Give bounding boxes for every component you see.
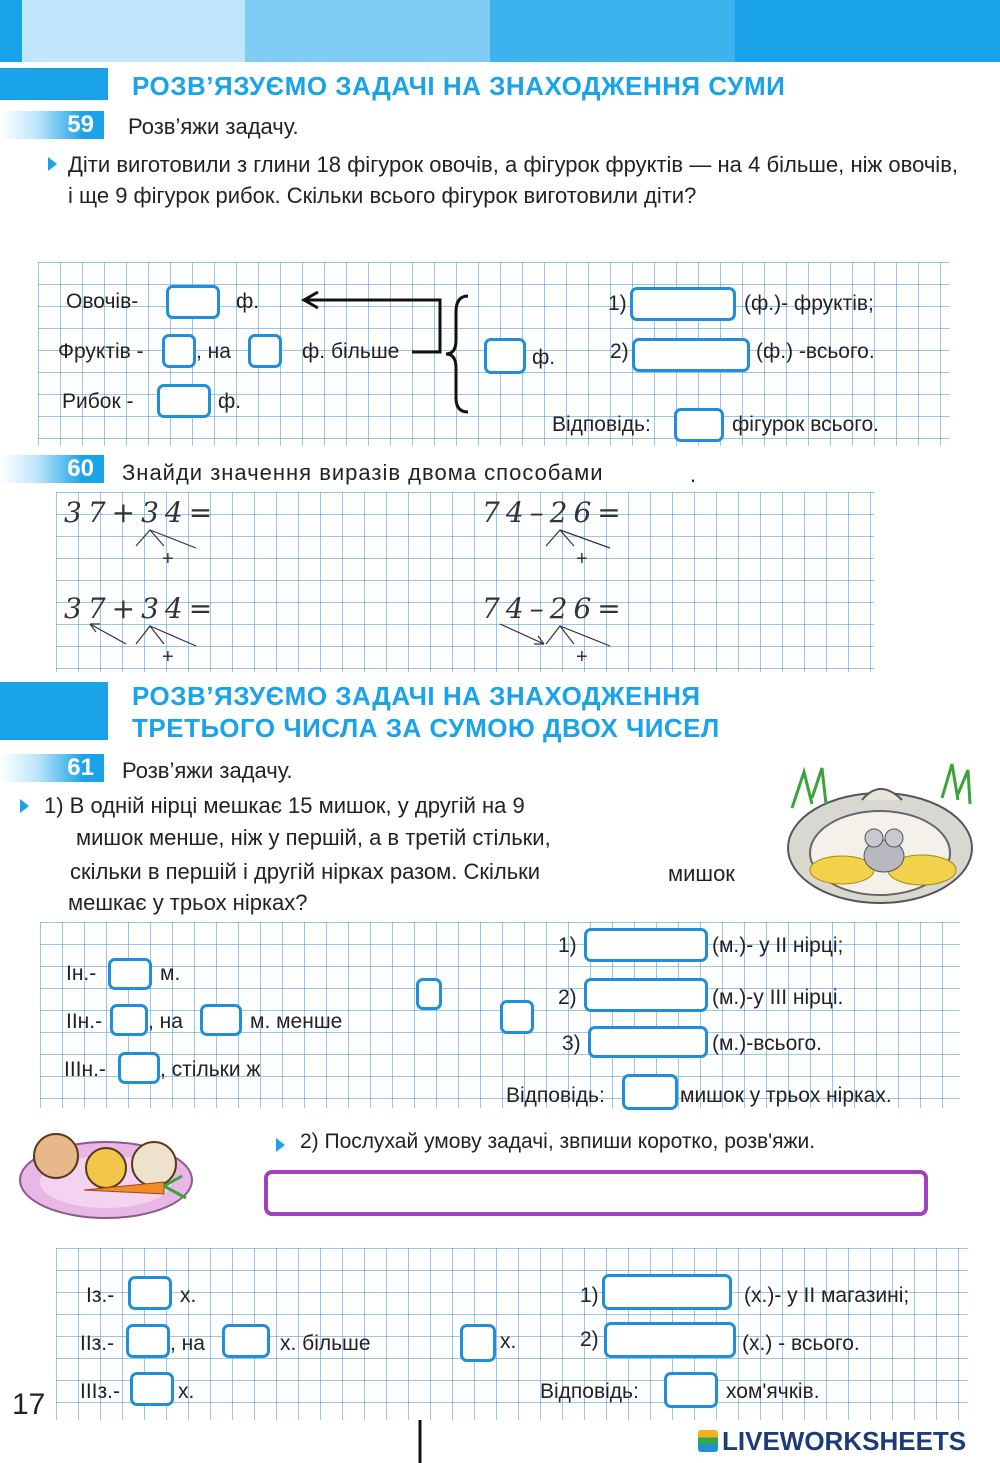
label-unit: х.	[180, 1284, 197, 1307]
answer-box[interactable]	[200, 1004, 242, 1036]
watermark: LIVEWORKSHEETS	[722, 1426, 967, 1456]
expression: 74–26=	[482, 592, 627, 625]
label-text: , на	[170, 1332, 205, 1355]
answer-box[interactable]	[130, 1372, 174, 1406]
section-tab	[0, 682, 108, 740]
answer-box[interactable]	[222, 1324, 270, 1358]
step-text: (м.)-всього.	[712, 1032, 823, 1055]
step-number: 1)	[608, 292, 627, 315]
answer-label: Відповідь:	[540, 1380, 639, 1403]
task-subtitle: 2) Послухай умову задачі, звпиши коротко, розв'яжи.	[300, 1130, 816, 1153]
hamsters-picture	[14, 1120, 198, 1224]
task-text-line: скільки в першій і другій нірках разом. Скільки	[70, 859, 541, 884]
answer-tail: фігурок всього.	[732, 413, 879, 436]
section-heading: РОЗВ’ЯЗУЄМО ЗАДАЧІ НА ЗНАХОДЖЕННЯ СУМИ	[132, 71, 786, 101]
plus-sign: +	[162, 646, 174, 668]
page-number: 17	[12, 1388, 46, 1421]
plus-sign: +	[576, 646, 588, 668]
answer-label: Відповідь:	[552, 413, 651, 436]
label-burrow-2: ІІн.-	[66, 1010, 103, 1033]
label-burrow-3: ІІІн.-	[64, 1058, 106, 1081]
label-unit: х.	[178, 1380, 195, 1403]
task-number: 60	[0, 455, 104, 483]
step-number: 2)	[610, 340, 629, 363]
expression: 37+34=	[64, 592, 219, 625]
answer-box[interactable]	[664, 1372, 718, 1408]
answer-box[interactable]	[588, 1026, 708, 1058]
step-text: (ф.)- фруктів;	[744, 292, 874, 315]
answer-box[interactable]	[622, 1074, 678, 1110]
task-text-line: мишок	[668, 861, 735, 886]
task-text-line: 1) В одній нірці мешкає 15 мишок, у другій на 9	[44, 793, 525, 818]
answer-tail: мишок у трьох нірках.	[680, 1084, 892, 1107]
label-text: м. менше	[250, 1010, 343, 1033]
task-text-line: мешкає у трьох нірках?	[68, 890, 308, 915]
step-number: 2)	[580, 1328, 599, 1351]
label-text: , стільки ж	[160, 1058, 261, 1081]
answer-box[interactable]	[604, 1322, 736, 1358]
title-dot: .	[690, 462, 697, 487]
answer-box[interactable]	[460, 1324, 496, 1362]
answer-box[interactable]	[118, 1052, 160, 1084]
label-text: ф. більше	[302, 340, 400, 363]
label-text: х. більше	[280, 1332, 371, 1355]
plus-sign: +	[576, 548, 588, 570]
answer-box[interactable]	[602, 1274, 732, 1310]
task-title: Знайди значення виразів двома способами	[122, 460, 604, 485]
section-heading: РОЗВ’ЯЗУЄМО ЗАДАЧІ НА ЗНАХОДЖЕННЯ	[132, 681, 701, 711]
step-number: 1)	[580, 1284, 599, 1307]
answer-tail: хом'ячків.	[726, 1380, 820, 1403]
label-vegetables: Овочів-	[66, 290, 139, 313]
decomposition-lines	[0, 0, 1000, 700]
step-number: 3)	[562, 1032, 581, 1055]
label-unit: ф.	[218, 390, 242, 413]
label-shop-2: ІІз.-	[80, 1332, 115, 1355]
label-unit: ф.	[236, 290, 260, 313]
answer-box[interactable]	[108, 958, 152, 990]
label-shop-1: Із.-	[86, 1284, 115, 1307]
label-unit: ф.	[532, 346, 556, 369]
mouse-burrow-picture	[782, 758, 978, 908]
expression: 74–26=	[482, 496, 627, 529]
step-text: (м.)-у ІІІ нірці.	[712, 986, 844, 1009]
answer-label: Відповідь:	[506, 1084, 605, 1107]
section-heading: ТРЕТЬОГО ЧИСЛА ЗА СУМОЮ ДВОХ ЧИСЕЛ	[132, 713, 720, 743]
step-text: (ф.) -всього.	[756, 340, 875, 363]
task-text-line: мишок менше, ніж у першій, а в третій стільки,	[76, 825, 551, 850]
step-text: (х.) - всього.	[742, 1332, 860, 1355]
label-fish: Рибок -	[62, 390, 134, 413]
label-unit: м.	[160, 962, 181, 985]
answer-input[interactable]	[264, 1170, 928, 1216]
step-text: (м.)- у ІІ нірці;	[712, 934, 844, 957]
answer-box[interactable]	[128, 1276, 172, 1310]
task-text: Діти виготовили з глини 18 фігурок овочів, а фігурок фруктів — на 4 більше, ніж овочів, і ще 9 фігурок рибок. Скільки всього фігурок виготовили діти?	[68, 152, 958, 208]
label-text: , на	[196, 340, 231, 363]
answer-box[interactable]	[584, 978, 708, 1012]
answer-box[interactable]	[416, 978, 442, 1010]
step-number: 2)	[558, 986, 577, 1009]
watermark-logo-icon	[698, 1430, 718, 1452]
task-title: Розв’яжи задачу.	[128, 114, 299, 139]
label-fruits: Фруктів -	[58, 340, 144, 363]
step-text: (х.)- у ІІ магазині;	[744, 1284, 910, 1307]
step-number: 1)	[558, 934, 577, 957]
task-number: 59	[0, 111, 104, 139]
label-text: , на	[148, 1010, 183, 1033]
bullet-icon	[20, 799, 29, 813]
answer-box[interactable]	[110, 1004, 148, 1036]
task-title: Розв’яжи задачу.	[122, 758, 293, 783]
label-unit: х.	[500, 1330, 517, 1353]
task-number: 61	[0, 754, 104, 782]
plus-sign: +	[162, 548, 174, 570]
expression: 37+34=	[64, 496, 219, 529]
answer-box[interactable]	[500, 1000, 534, 1034]
label-shop-3: ІІІз.-	[80, 1380, 120, 1403]
bullet-icon	[276, 1138, 285, 1152]
answer-box[interactable]	[584, 928, 708, 962]
label-burrow-1: Ін.-	[66, 962, 97, 985]
answer-box[interactable]	[126, 1324, 170, 1358]
